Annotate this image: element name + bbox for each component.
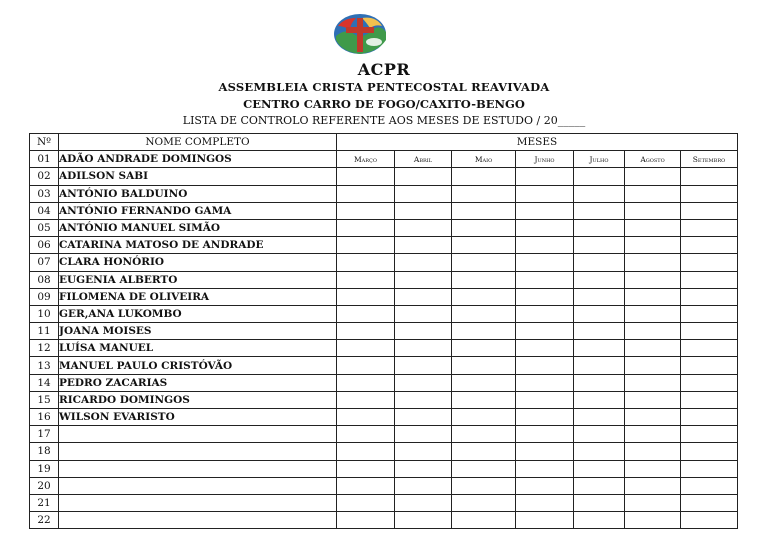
member-name: ANTÓNIO BALDUINO — [59, 185, 337, 202]
row-number: 14 — [30, 374, 59, 391]
month-cell — [625, 460, 681, 477]
center-name: CENTRO CARRO DE FOGO/CAXITO-BENGO — [243, 97, 525, 111]
month-cell — [452, 305, 516, 322]
table-row — [30, 288, 738, 305]
month-cell — [452, 443, 516, 460]
col-number-header: Nº — [30, 134, 59, 151]
month-cell — [337, 426, 395, 443]
member-name: WILSON EVARISTO — [59, 409, 337, 426]
month-cell — [452, 477, 516, 494]
month-cell — [452, 391, 516, 408]
month-cell — [395, 288, 452, 305]
month-cell — [574, 391, 625, 408]
month-cell — [395, 202, 452, 219]
table-row — [30, 512, 738, 529]
month-cell — [337, 477, 395, 494]
month-cell — [516, 426, 574, 443]
member-name: CLARA HONÓRIO — [59, 254, 337, 271]
month-cell — [516, 237, 574, 254]
month-cell — [681, 374, 738, 391]
month-header: Setembro — [681, 151, 738, 168]
month-cell — [625, 512, 681, 529]
month-cell — [516, 254, 574, 271]
month-cell — [574, 357, 625, 374]
month-cell — [681, 288, 738, 305]
month-cell — [625, 477, 681, 494]
row-number: 16 — [30, 409, 59, 426]
acpr-emblem-logo — [332, 12, 388, 56]
month-cell — [452, 512, 516, 529]
month-cell — [516, 443, 574, 460]
month-cell — [452, 168, 516, 185]
month-cell — [625, 202, 681, 219]
month-cell — [625, 254, 681, 271]
member-name — [59, 460, 337, 477]
month-cell — [337, 271, 395, 288]
row-number: 12 — [30, 340, 59, 357]
member-name: ANTÓNIO FERNANDO GAMA — [59, 202, 337, 219]
member-name: EUGENIA ALBERTO — [59, 271, 337, 288]
month-cell — [337, 374, 395, 391]
month-cell — [574, 254, 625, 271]
member-name: JOANA MOISES — [59, 323, 337, 340]
month-cell — [337, 185, 395, 202]
month-cell — [337, 237, 395, 254]
month-cell — [625, 288, 681, 305]
table-row — [30, 443, 738, 460]
col-name-header: NOME COMPLETO — [59, 134, 337, 151]
month-cell — [681, 254, 738, 271]
month-cell — [574, 443, 625, 460]
month-cell — [625, 391, 681, 408]
attendance-table — [29, 133, 738, 529]
member-name: GER,ANA LUKOMBO — [59, 305, 337, 322]
col-months-header: MESES — [337, 134, 738, 151]
member-name: ANTÓNIO MANUEL SIMÃO — [59, 219, 337, 236]
month-header: Maio — [452, 151, 516, 168]
month-cell — [625, 374, 681, 391]
month-cell — [625, 271, 681, 288]
month-cell — [395, 477, 452, 494]
month-cell — [625, 443, 681, 460]
org-acronym: ACPR — [357, 60, 411, 79]
month-cell — [516, 357, 574, 374]
month-cell — [625, 357, 681, 374]
row-number: 01 — [30, 151, 59, 168]
month-cell — [516, 168, 574, 185]
month-header: Março — [337, 151, 395, 168]
table-row — [30, 323, 738, 340]
month-header: Agosto — [625, 151, 681, 168]
table-row — [30, 202, 738, 219]
month-cell — [516, 512, 574, 529]
month-cell — [452, 271, 516, 288]
month-cell — [574, 512, 625, 529]
month-cell — [452, 357, 516, 374]
month-cell — [516, 219, 574, 236]
month-cell — [337, 254, 395, 271]
month-cell — [452, 185, 516, 202]
month-cell — [516, 271, 574, 288]
month-cell — [574, 288, 625, 305]
member-name — [59, 426, 337, 443]
row-number: 22 — [30, 512, 59, 529]
table-row — [30, 271, 738, 288]
month-cell — [625, 168, 681, 185]
month-cell — [395, 426, 452, 443]
month-cell — [516, 305, 574, 322]
month-cell — [625, 185, 681, 202]
month-cell — [337, 512, 395, 529]
month-cell — [681, 305, 738, 322]
month-cell — [574, 340, 625, 357]
month-cell — [516, 494, 574, 511]
month-cell — [681, 460, 738, 477]
month-cell — [681, 271, 738, 288]
row-number: 06 — [30, 237, 59, 254]
month-cell — [516, 477, 574, 494]
month-cell — [516, 391, 574, 408]
month-cell — [452, 426, 516, 443]
month-cell — [337, 305, 395, 322]
month-cell — [574, 409, 625, 426]
month-cell — [681, 340, 738, 357]
month-cell — [452, 323, 516, 340]
month-cell — [452, 494, 516, 511]
month-cell — [516, 185, 574, 202]
month-cell — [337, 168, 395, 185]
month-cell — [395, 494, 452, 511]
month-header: Abril — [395, 151, 452, 168]
month-cell — [337, 202, 395, 219]
month-cell — [681, 512, 738, 529]
row-number: 05 — [30, 219, 59, 236]
month-cell — [452, 374, 516, 391]
month-cell — [395, 340, 452, 357]
table-row — [30, 426, 738, 443]
row-number: 03 — [30, 185, 59, 202]
list-title: LISTA DE CONTROLO REFERENTE AOS MESES DE ESTUDO / 20_____ — [182, 114, 586, 127]
row-number: 08 — [30, 271, 59, 288]
month-cell — [395, 271, 452, 288]
month-cell — [337, 288, 395, 305]
month-cell — [337, 357, 395, 374]
month-cell — [516, 374, 574, 391]
month-cell — [681, 391, 738, 408]
month-cell — [337, 391, 395, 408]
member-name: MANUEL PAULO CRISTÓVÃO — [59, 357, 337, 374]
member-name: ADILSON SABI — [59, 168, 337, 185]
month-cell — [395, 391, 452, 408]
month-cell — [337, 494, 395, 511]
row-number: 20 — [30, 477, 59, 494]
member-name: CATARINA MATOSO DE ANDRADE — [59, 237, 337, 254]
month-cell — [395, 237, 452, 254]
month-cell — [681, 426, 738, 443]
month-cell — [681, 477, 738, 494]
month-cell — [681, 219, 738, 236]
month-cell — [681, 323, 738, 340]
month-cell — [452, 254, 516, 271]
month-cell — [337, 323, 395, 340]
month-cell — [574, 477, 625, 494]
table-row — [30, 340, 738, 357]
row-number: 11 — [30, 323, 59, 340]
month-cell — [452, 288, 516, 305]
month-cell — [574, 219, 625, 236]
month-cell — [395, 168, 452, 185]
member-name: LUÍSA MANUEL — [59, 340, 337, 357]
table-row — [30, 237, 738, 254]
member-name: FILOMENA DE OLIVEIRA — [59, 288, 337, 305]
month-cell — [452, 202, 516, 219]
month-cell — [574, 237, 625, 254]
month-cell — [574, 202, 625, 219]
table-row — [30, 494, 738, 511]
month-cell — [625, 305, 681, 322]
header-row-1 — [30, 134, 738, 151]
month-cell — [625, 219, 681, 236]
month-cell — [574, 185, 625, 202]
month-cell — [337, 409, 395, 426]
month-cell — [681, 185, 738, 202]
month-cell — [681, 409, 738, 426]
month-cell — [395, 374, 452, 391]
table-row — [30, 185, 738, 202]
month-cell — [681, 443, 738, 460]
member-name — [59, 477, 337, 494]
month-cell — [681, 494, 738, 511]
row-number: 17 — [30, 426, 59, 443]
table-row — [30, 305, 738, 322]
month-cell — [516, 323, 574, 340]
month-cell — [452, 409, 516, 426]
row-number: 09 — [30, 288, 59, 305]
org-full-name: ASSEMBLEIA CRISTA PENTECOSTAL REAVIVADA — [218, 80, 550, 94]
table-row — [30, 409, 738, 426]
month-cell — [452, 340, 516, 357]
table-row — [30, 254, 738, 271]
row-number: 19 — [30, 460, 59, 477]
month-cell — [395, 305, 452, 322]
month-cell — [681, 357, 738, 374]
member-name: RICARDO DOMINGOS — [59, 391, 337, 408]
month-cell — [395, 460, 452, 477]
member-name — [59, 494, 337, 511]
month-cell — [625, 426, 681, 443]
member-name: PEDRO ZACARIAS — [59, 374, 337, 391]
month-cell — [395, 443, 452, 460]
table-row — [30, 477, 738, 494]
month-cell — [395, 254, 452, 271]
row-number: 15 — [30, 391, 59, 408]
member-name — [59, 443, 337, 460]
row-number: 04 — [30, 202, 59, 219]
table-row — [30, 219, 738, 236]
month-cell — [337, 340, 395, 357]
month-cell — [574, 323, 625, 340]
month-cell — [395, 357, 452, 374]
month-cell — [574, 305, 625, 322]
row-number: 18 — [30, 443, 59, 460]
month-cell — [574, 374, 625, 391]
month-header: Junho — [516, 151, 574, 168]
month-cell — [395, 219, 452, 236]
month-cell — [337, 443, 395, 460]
month-cell — [625, 409, 681, 426]
month-cell — [337, 460, 395, 477]
table-row — [30, 168, 738, 185]
month-cell — [574, 460, 625, 477]
month-cell — [574, 271, 625, 288]
table-row — [30, 151, 738, 168]
month-cell — [574, 426, 625, 443]
row-number: 21 — [30, 494, 59, 511]
table-row — [30, 357, 738, 374]
table-row — [30, 374, 738, 391]
member-name — [59, 512, 337, 529]
table-row — [30, 460, 738, 477]
month-cell — [681, 202, 738, 219]
month-cell — [395, 409, 452, 426]
month-cell — [395, 185, 452, 202]
month-cell — [452, 460, 516, 477]
month-cell — [625, 323, 681, 340]
month-cell — [681, 168, 738, 185]
month-cell — [516, 340, 574, 357]
month-cell — [516, 409, 574, 426]
month-cell — [395, 323, 452, 340]
month-cell — [574, 494, 625, 511]
row-number: 02 — [30, 168, 59, 185]
month-cell — [681, 237, 738, 254]
month-cell — [625, 340, 681, 357]
row-number: 13 — [30, 357, 59, 374]
month-cell — [452, 237, 516, 254]
month-cell — [516, 288, 574, 305]
month-cell — [574, 168, 625, 185]
month-cell — [625, 237, 681, 254]
row-number: 07 — [30, 254, 59, 271]
month-cell — [395, 512, 452, 529]
table-row — [30, 391, 738, 408]
month-cell — [452, 219, 516, 236]
month-cell — [337, 219, 395, 236]
month-cell — [625, 494, 681, 511]
month-cell — [516, 460, 574, 477]
member-name: ADÃO ANDRADE DOMINGOS — [59, 151, 337, 168]
month-cell — [516, 202, 574, 219]
row-number: 10 — [30, 305, 59, 322]
month-header: Julho — [574, 151, 625, 168]
